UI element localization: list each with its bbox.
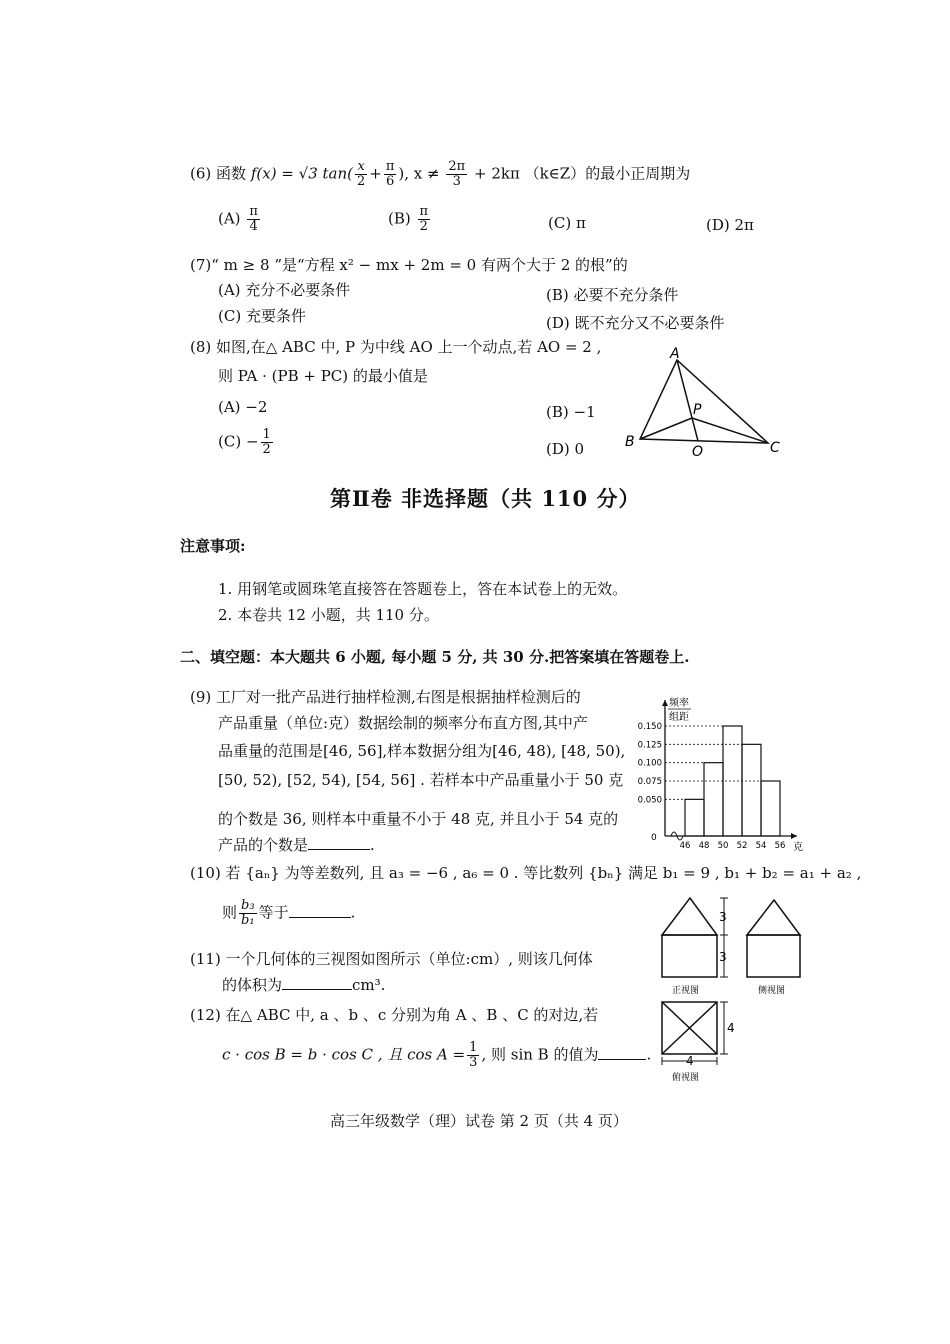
q6-plus: + <box>369 164 382 183</box>
q8-option-a: (A) −2 <box>218 398 268 416</box>
q10-line-2: 则 $\frac{\text{b₃}}{\text{b₁}}$ 等于 . <box>222 898 356 928</box>
q6-option-d: (D) 2π <box>706 216 754 234</box>
y-tick-label: 0.150 <box>637 722 662 732</box>
q8-option-d: (D) 0 <box>546 440 585 458</box>
q8-stem: (8) 如图,在△ ABC 中, P 为中线 AO 上一个动点,若 AO = 2 , <box>190 338 602 356</box>
x-axis-label: 克 <box>793 842 803 853</box>
front-view-body <box>662 935 717 977</box>
frequency-histogram <box>625 688 810 858</box>
q6-frac-pi6: $\frac{\pi}{6}$ <box>385 159 395 189</box>
q12-answer-blank <box>598 1059 646 1060</box>
q6-function: f(x) = √3 tan( <box>250 164 354 183</box>
dim-side: 4 <box>727 1021 735 1035</box>
y-tick-label: 0.050 <box>637 795 662 806</box>
side-view-body <box>747 935 800 977</box>
dim-top: 3 <box>719 910 727 924</box>
q9-line-5: 的个数是 36, 则样本中重量不小于 48 克, 并且小于 54 克的 <box>218 810 619 828</box>
notes-item-2: 2. 本卷共 12 小题，共 110 分。 <box>218 606 439 624</box>
q9-line-2: 产品重量（单位:克）数据绘制的频率分布直方图,其中产 <box>218 714 588 732</box>
q6-mid: ), x ≠ <box>398 164 440 183</box>
x-tick-label: 52 <box>736 841 748 851</box>
x-tick-label: 46 <box>679 841 691 851</box>
histogram-bar <box>704 763 723 836</box>
q7-option-c: (C) 充要条件 <box>218 307 306 325</box>
q12-line-2: c · cos B = b · cos C , 且 cos A = $\frac{1}{3}$ , 则 sin B 的值为 . <box>222 1040 652 1070</box>
y-axis-arrow <box>662 700 668 706</box>
label-o: O <box>692 444 704 460</box>
section-title: 第Ⅱ卷 非选择题（共 110 分） <box>330 486 641 511</box>
q6-stem <box>190 160 690 189</box>
q8-stem-2: 则 PA · (PB + PC) 的最小值是 <box>218 367 428 385</box>
x-tick-label: 50 <box>717 841 729 851</box>
q6-option-b: (B) $\frac{\pi}{2}$ <box>388 204 429 234</box>
x-tick-label: 56 <box>774 841 786 851</box>
origin-label: 0 <box>651 833 657 843</box>
q9-line-6: 产品的个数是 . <box>218 836 375 854</box>
x-tick-label: 48 <box>698 841 710 851</box>
q6-frac-2pi3: $\frac{2\pi}{3}$ <box>448 159 466 189</box>
triangle-figure <box>620 346 790 461</box>
q9-answer-blank <box>308 849 370 850</box>
segment-pc <box>692 418 768 443</box>
q6-suffix: + 2kπ （k∈Z）的最小正周期为 <box>474 164 691 183</box>
median-ao <box>677 360 698 441</box>
q11-line-1: (11) 一个几何体的三视图如图所示（单位:cm）, 则该几何体 <box>190 950 593 968</box>
side-view-label: 侧视图 <box>758 986 786 996</box>
q10-line-1: (10) 若 {aₙ} 为等差数列, 且 a₃ = −6 , a₆ = 0 . 等比数列 {bₙ} 满足 b₁ = 9 , b₁ + b₂ = a₁ + a₂ , <box>190 864 862 882</box>
q11-line-2: 的体积为 cm³. <box>222 976 386 994</box>
q7-stem: (7)“ m ≥ 8 ”是“方程 x² − mx + 2m = 0 有两个大于 2 的根”的 <box>190 256 628 274</box>
notes-item-1: 1. 用钢笔或圆珠笔直接答在答题卷上，答在本试卷上的无效。 <box>218 580 628 598</box>
label-b: B <box>625 434 635 450</box>
q9-line-3: 品重量的范围是[46, 56],样本数据分组为[46, 48), [48, 50), <box>218 742 626 760</box>
histogram-bar <box>685 799 704 836</box>
q7-option-b: (B) 必要不充分条件 <box>546 286 679 304</box>
label-c: C <box>770 440 780 456</box>
histogram-bar <box>761 781 780 836</box>
three-view-figure <box>652 890 812 1085</box>
q6-number: (6) <box>190 164 212 183</box>
top-view-label: 俯视图 <box>672 1073 700 1083</box>
y-label-denominator: 组距 <box>669 712 689 723</box>
q11-answer-blank <box>282 989 352 990</box>
histogram-bar <box>742 744 761 836</box>
q7-option-d: (D) 既不充分又不必要条件 <box>546 314 725 332</box>
dim-base: 4 <box>686 1054 694 1068</box>
notes-heading: 注意事项: <box>180 537 246 555</box>
y-tick-label: 0.125 <box>637 740 662 751</box>
y-tick-label: 0.075 <box>637 777 662 787</box>
dim-bottom: 3 <box>719 950 727 964</box>
front-view-label: 正视图 <box>672 986 700 996</box>
page-footer: 高三年级数学（理）试卷 第 2 页（共 4 页） <box>330 1112 628 1130</box>
q9-line-1: (9) 工厂对一批产品进行抽样检测,右图是根据抽样检测后的 <box>190 688 581 706</box>
q12-line-1: (12) 在△ ABC 中, a 、b 、c 分别为角 A 、B 、C 的对边,若 <box>190 1006 599 1024</box>
side-view-roof <box>747 900 800 935</box>
q6-option-a: (A) $\frac{\pi}{4}$ <box>218 204 258 234</box>
y-label-numerator: 频率 <box>669 698 689 709</box>
x-axis-arrow <box>791 833 797 839</box>
x-tick-label: 54 <box>755 841 767 851</box>
y-tick-label: 0.100 <box>637 758 662 769</box>
q6-frac-x2: $\frac{x}{2}$ <box>357 159 366 189</box>
part2-heading: 二、填空题：本大题共 6 小题, 每小题 5 分, 共 30 分.把答案填在答题卷上. <box>180 648 690 666</box>
q6-option-c: (C) π <box>548 214 586 232</box>
label-a: A <box>670 346 680 362</box>
front-view-roof <box>662 898 717 935</box>
label-p: P <box>693 402 702 418</box>
q8-option-b: (B) −1 <box>546 403 596 421</box>
q10-answer-blank <box>289 917 351 918</box>
q8-option-c: (C) − $\frac{1}{2}$ <box>218 427 271 457</box>
q7-option-a: (A) 充分不必要条件 <box>218 281 351 299</box>
q9-line-4: [50, 52), [52, 54), [54, 56] . 若样本中产品重量小于 50 克 <box>218 771 624 789</box>
q6-prefix: 函数 <box>216 164 247 183</box>
